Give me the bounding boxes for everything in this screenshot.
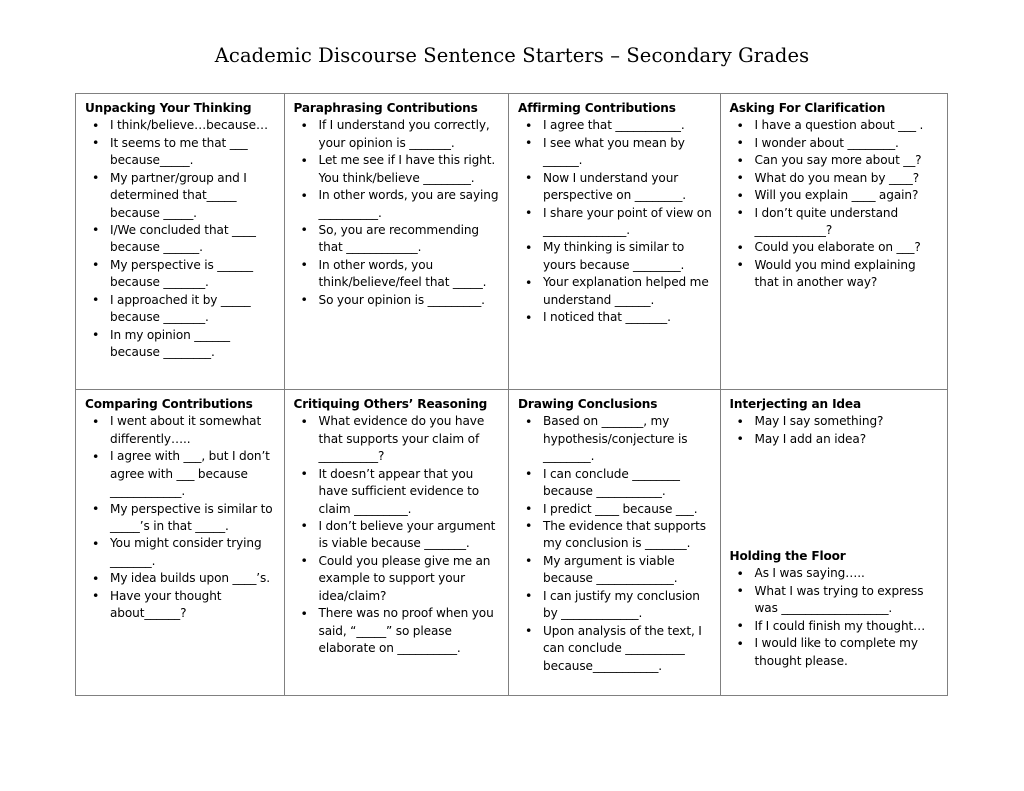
sentence-starter-list (728, 413, 940, 448)
section-spacer (728, 448, 940, 548)
list-item: • There was no proof when you said, “_____” so please elaborate on __________. (292, 605, 501, 657)
list-item: • Upon analysis of the text, I can conclude __________ because___________. (516, 623, 713, 675)
list-item: • As I was saying….. (728, 565, 940, 582)
list-item: • Could you elaborate on ___? (728, 239, 940, 256)
list-item: • I approached it by _____ because _______. (83, 292, 277, 327)
list-item: • I went about it somewhat differently….. (83, 413, 277, 448)
list-item: • If I understand you correctly, your opinion is _______. (292, 117, 501, 152)
list-item: • In other words, you think/believe/feel that _____. (292, 257, 501, 292)
list-item: • I/We concluded that ____ because ______. (83, 222, 277, 257)
table-row (76, 389, 947, 695)
list-item: • My partner/group and I determined that_____ because _____. (83, 170, 277, 222)
list-item: • So, you are recommending that ____________. (292, 222, 501, 257)
list-item: • What I was trying to express was __________________. (728, 583, 940, 618)
list-item: • My idea builds upon ____’s. (83, 570, 277, 587)
list-item: • I have a question about ___ . (728, 117, 940, 134)
list-item: • Now I understand your perspective on ________. (516, 170, 713, 205)
list-item: • I wonder about ________. (728, 135, 940, 152)
list-item: • My perspective is similar to _____’s in that _____. (83, 501, 277, 536)
category-heading: Affirming Contributions (518, 101, 676, 115)
list-item: • Based on _______, my hypothesis/conjecture is ________. (516, 413, 713, 465)
list-item: • The evidence that supports my conclusion is _______. (516, 518, 713, 553)
list-item: • It doesn’t appear that you have sufficient evidence to claim _________. (292, 466, 501, 518)
category-cell-comparing-contributions (76, 390, 284, 695)
category-cell-affirming-contributions (508, 94, 720, 389)
list-item: • Your explanation helped me understand ______. (516, 274, 713, 309)
list-item: • I would like to complete my thought please. (728, 635, 940, 670)
list-item: • Would you mind explaining that in another way? (728, 257, 940, 292)
category-heading: Unpacking Your Thinking (85, 101, 252, 115)
list-item: • So your opinion is _________. (292, 292, 501, 309)
list-item: • In other words, you are saying __________. (292, 187, 501, 222)
list-item: • I see what you mean by ______. (516, 135, 713, 170)
list-item: • I think/believe…because… (83, 117, 277, 134)
page-title: Academic Discourse Sentence Starters – Secondary Grades (214, 44, 810, 67)
list-item: • My thinking is similar to yours because ________. (516, 239, 713, 274)
list-item: • I agree that ___________. (516, 117, 713, 134)
list-item: • My perspective is ______ because _______. (83, 257, 277, 292)
list-item: • I share your point of view on ______________. (516, 205, 713, 240)
category-heading-secondary: Holding the Floor (729, 549, 846, 564)
category-heading: Paraphrasing Contributions (293, 101, 478, 115)
sentence-starter-list (83, 117, 277, 362)
list-item: • I don’t quite understand ____________? (728, 205, 940, 240)
sentence-starter-list (728, 117, 940, 292)
list-item: • May I add an idea? (728, 431, 940, 448)
sentence-starter-list (292, 117, 501, 309)
category-cell-interjecting-an-idea (720, 390, 947, 695)
list-item: • It seems to me that ___ because_____. (83, 135, 277, 170)
list-item: • I can conclude ________ because ___________. (516, 466, 713, 501)
sentence-starter-list (292, 413, 501, 658)
list-item: • May I say something? (728, 413, 940, 430)
category-heading: Asking For Clarification (729, 101, 886, 115)
sentence-starter-list (516, 413, 713, 675)
sentence-starters-table (75, 93, 948, 696)
list-item: • I predict ____ because ___. (516, 501, 713, 518)
list-item: • I don’t believe your argument is viable because _______. (292, 518, 501, 553)
sentence-starter-list (516, 117, 713, 327)
list-item: • I can justify my conclusion by _____________. (516, 588, 713, 623)
list-item: • I agree with ___, but I don’t agree with ___ because ____________. (83, 448, 277, 500)
list-item: • What do you mean by ____? (728, 170, 940, 187)
list-item: • Let me see if I have this right. You think/believe ________. (292, 152, 501, 187)
table-row (76, 94, 947, 389)
category-cell-critiquing-others-reasoning (284, 390, 508, 695)
list-item: • My argument is viable because _____________. (516, 553, 713, 588)
category-cell-unpacking-your-thinking (76, 94, 284, 389)
list-item: • What evidence do you have that supports your claim of __________? (292, 413, 501, 465)
category-cell-asking-for-clarification (720, 94, 947, 389)
category-heading: Comparing Contributions (85, 397, 253, 411)
list-item: • If I could finish my thought… (728, 618, 940, 635)
list-item: • In my opinion ______ because ________. (83, 327, 277, 362)
list-item: • Can you say more about __? (728, 152, 940, 169)
list-item: • Have your thought about______? (83, 588, 277, 623)
category-cell-paraphrasing-contributions (284, 94, 508, 389)
sentence-starter-list-secondary (728, 565, 940, 670)
list-item: • I noticed that _______. (516, 309, 713, 326)
sentence-starter-list (83, 413, 277, 623)
list-item: • You might consider trying _______. (83, 535, 277, 570)
category-cell-drawing-conclusions (508, 390, 720, 695)
list-item: • Could you please give me an example to support your idea/claim? (292, 553, 501, 605)
category-heading: Critiquing Others’ Reasoning (293, 397, 488, 411)
category-heading: Drawing Conclusions (518, 397, 658, 411)
list-item: • Will you explain ____ again? (728, 187, 940, 204)
category-heading: Interjecting an Idea (729, 397, 861, 411)
